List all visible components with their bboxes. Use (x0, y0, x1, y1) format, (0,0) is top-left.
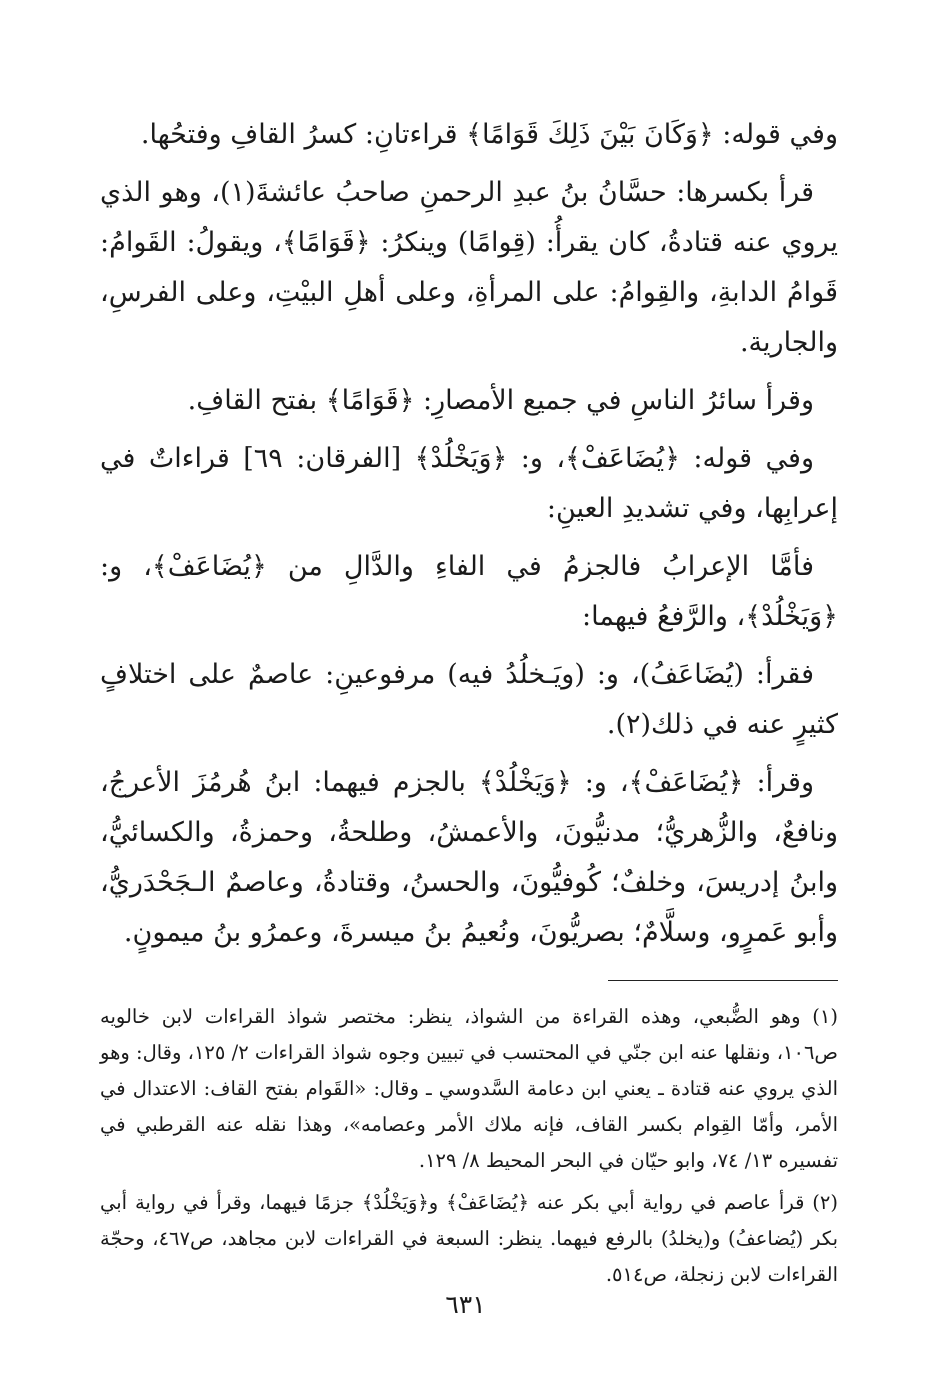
paragraph-7: وقرأ: ﴿يُضَاعَفْ﴾، و: ﴿وَيَخْلُدْ﴾ بالجزم فيهما: ابنُ هُرمُزَ الأعرجُ، ونافعٌ، والزُّهريُّ؛ مدنيُّونَ، والأعمشُ، وطلحةُ، وحمزةُ، والكسائيُّ، وابنُ إدريسَ، وخلفٌ؛ كُوفيُّونَ، والحسنُ، وقتادةُ، وعاصمٌ الـجَحْدَريُّ، وأبو عَمرٍو، وسلَّامٌ؛ بصريُّونَ، ونُعيمُ بنُ ميسرةَ، وعمرُو بنُ ميمونٍ. (100, 767, 838, 948)
paragraph-6: فقرأ: (يُضَاعَفُ)، و: (ويَـخلُدُ فيه) مرفوعينِ: عاصمٌ على اختلافٍ كثيرٍ عنه في ذلك(٢). (100, 659, 838, 740)
page-number: ٦٣١ (445, 1290, 486, 1319)
footnote-1: (١) وهو الضُّبعي، وهذه القراءة من الشواذ، ينظر: مختصر شواذ القراءات لابن خالويه ص١٠٦، ونقلها عنه ابن جنّي في المحتسب في تبيين وجوه شواذ القراءات ٢/ ١٢٥، وقال: وهو الذي يروي عنه قتادة ـ يعني ابن دعامة السَّدوسي ـ وقال: «القَوام بفتح القاف: الاعتدال في الأمر، وأمّا القِوام بكسر القاف، فإنه ملاك الأمر وعصامه»، وهذا نقله عنه القرطبي في تفسيره ١٣/ ٧٤، وابو حيّان في البحر المحيط ٨/ ١٢٩. (100, 1005, 838, 1172)
paragraph-1: وفي قوله: ﴿وَكَانَ بَيْنَ ذَلِكَ قَوَامًا﴾ قراءتانِ: كسرُ القافِ وفتحُها. (140, 119, 838, 150)
book-page (100, 110, 838, 1299)
footnote-2: (٢) قرأ عاصم في رواية أبي بكر عنه ﴿يُضَاعَفْ﴾ و﴿وَيَخْلُدْ﴾ جزمًا فيهما، وقرأ في رواية أبي بكر (يُضاعفُ) و(يخلدُ) بالرفع فيهما. ينظر: السبعة في القراءات لابن مجاهد، ص٤٦٧، وحجّة القراءات لابن زنجلة، ص٥١٤. (100, 1191, 838, 1286)
footnotes (100, 999, 838, 1293)
paragraph-5: فأمَّا الإعرابُ فالجزمُ في الفاءِ والدَّالِ من ﴿يُضَاعَفْ﴾، و: ﴿وَيَخْلُدْ﴾، والرَّفعُ فيهما: (100, 551, 838, 632)
paragraph-4: وفي قوله: ﴿يُضَاعَفْ﴾، و: ﴿وَيَخْلُدْ﴾ [الفرقان: ٦٩] قراءاتٌ في إعرابِها، وفي تشديدِ العينِ: (100, 443, 838, 524)
paragraph-2: قرأ بكسرها: حسَّانُ بنُ عبدِ الرحمنِ صاحبُ عائشةَ(١)، وهو الذي يروي عنه قتادةُ، كان يقرأُ: (قِوامًا) وينكرُ: ﴿قَوَامًا﴾، ويقولُ: القَوامُ: قَوامُ الدابةِ، والقِوامُ: على المرأةِ، وعلى أهلِ البيْتِ، وعلى الفرسِ، والجارية. (100, 177, 838, 358)
paragraph-3: وقرأ سائرُ الناسِ في جميع الأمصارِ: ﴿قَوَامًا﴾ بفتح القافِ. (187, 385, 814, 416)
main-text (100, 110, 838, 958)
footnote-separator (608, 980, 838, 981)
